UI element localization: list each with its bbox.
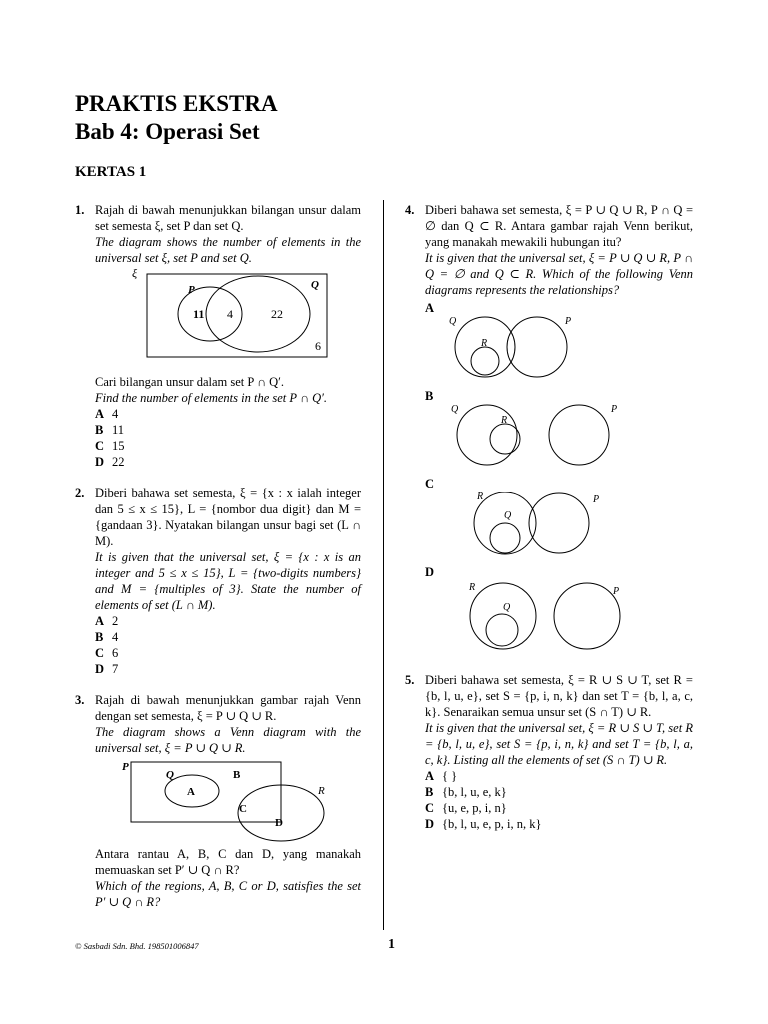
region-p-only-count: 11 — [193, 307, 205, 321]
other-circle — [529, 493, 589, 553]
region-q-only-count: 22 — [271, 307, 283, 321]
answer-options — [425, 768, 693, 832]
choice-b-label[interactable]: B — [425, 389, 434, 403]
other-set-label: P — [611, 404, 618, 415]
venn-choice-b[interactable] — [425, 404, 713, 468]
region-outside-count: 6 — [315, 339, 321, 353]
question-text-ms: Rajah di bawah menunjukkan gambar rajah Venn dengan set semesta, ξ = P ∪ Q ∪ R. — [95, 693, 361, 723]
option-c[interactable]: C 6 — [95, 646, 119, 660]
question-ask-ms: Cari bilangan unsur dalam set P ∩ Q′. — [95, 375, 285, 389]
set-q-label: Q — [311, 279, 319, 291]
question-text-ms: Rajah di bawah menunjukkan bilangan unsur dalam set semesta ξ, set P dan set Q. — [95, 203, 361, 233]
question-number: 1. — [75, 203, 85, 217]
question-text-en: It is given that the universal set, ξ = {x : x is an integer and 5 ≤ x ≤ 15}, L = {two-digits numbers} and M = {multiples of 3}. State the number of elements of set (L ∩ M). — [95, 550, 361, 612]
question-text-en: It is given that the universal set, ξ = P ∪ Q ∪ R, P ∩ Q = ∅ and Q ⊂ R. Which of the following Venn diagrams represents the relationships? — [425, 251, 693, 297]
option-b[interactable]: B 4 — [95, 630, 119, 644]
venn-diagram-q3 — [95, 756, 381, 846]
question-text-en: It is given that the universal set, ξ = R ∪ S ∪ T, set R = {b, l, u, e}, set S = {p, i, n, k} and set T = {b, l, a, c, k}. Listing all the elements of set (S ∩ T) ∪ R. — [425, 721, 693, 767]
question-4 — [405, 202, 693, 652]
page-title: PRAKTIS EKSTRA — [75, 91, 278, 116]
region-a-label: A — [187, 786, 195, 798]
question-3 — [75, 692, 361, 910]
option-d[interactable]: D 7 — [95, 662, 119, 676]
region-intersection-count: 4 — [227, 307, 233, 321]
option-b[interactable]: B 11 — [95, 423, 125, 437]
question-ask-ms: Antara rantau A, B, C dan D, yang manakah memuaskan set P′ ∪ Q ∩ R? — [95, 847, 361, 877]
question-text-ms: Diberi bahawa set semesta, ξ = {x : x ialah integer dan 5 ≤ x ≤ 15}, L = {nombor dua digit} dan M = {gandaan 3}. Nyatakan bilangan unsur bagi set (L ∩ M). — [95, 486, 361, 548]
region-c-label: C — [239, 803, 247, 815]
option-c[interactable]: C {u, e, p, i, n} — [425, 801, 507, 815]
inner-set-label: R — [501, 415, 508, 426]
section-heading: KERTAS 1 — [75, 164, 147, 180]
choice-c-label[interactable]: C — [425, 477, 435, 491]
answer-options — [95, 613, 361, 677]
inner-set-label: R — [481, 338, 488, 349]
universal-set-rect — [147, 274, 327, 357]
question-1 — [75, 202, 361, 470]
question-ask-en: Which of the regions, A, B, C or D, satisfies the set P′ ∪ Q ∩ R? — [95, 879, 361, 909]
question-number: 5. — [405, 673, 415, 687]
outer-set-label: Q — [451, 404, 459, 415]
other-circle — [549, 405, 609, 465]
question-text-en: The diagram shows a Venn diagram with the universal set, ξ = P ∪ Q ∪ R. — [95, 725, 361, 755]
option-a[interactable]: A 2 — [95, 614, 119, 628]
inner-circle — [490, 523, 520, 553]
venn-choice-c[interactable] — [425, 492, 713, 556]
outer-circle — [470, 583, 536, 649]
other-set-label: P — [565, 316, 572, 327]
left-column — [75, 202, 361, 910]
other-circle — [554, 583, 620, 649]
question-number: 4. — [405, 203, 415, 217]
outer-circle — [457, 405, 517, 465]
set-r-label: R — [318, 785, 325, 797]
option-a[interactable]: A { } — [425, 769, 458, 783]
question-2 — [75, 485, 361, 677]
question-number: 2. — [75, 486, 85, 500]
option-a[interactable]: A 4 — [95, 407, 119, 421]
question-text-en: The diagram shows the number of elements in the universal set ξ, set P and set Q. — [95, 235, 361, 265]
option-d[interactable]: D {b, l, u, e, p, i, n, k} — [425, 817, 542, 831]
question-text-ms: Diberi bahawa set semesta, ξ = P ∪ Q ∪ R, P ∩ Q = ∅ dan Q ⊂ R. Antara gambar rajah Venn berikut, yang manakah mewakili hubungan itu? — [425, 203, 693, 249]
set-p-rect — [131, 762, 281, 822]
venn-choice-d[interactable] — [425, 580, 713, 652]
option-b[interactable]: B {b, l, u, e, k} — [425, 785, 507, 799]
choice-d-label[interactable]: D — [425, 565, 435, 579]
answer-options — [95, 406, 361, 470]
other-circle — [507, 317, 567, 377]
option-c[interactable]: C 15 — [95, 439, 125, 453]
set-p-label: P — [122, 761, 129, 773]
inner-circle — [490, 424, 520, 454]
question-number: 3. — [75, 693, 85, 707]
chapter-subtitle: Bab 4: Operasi Set — [75, 119, 260, 144]
other-set-label: P — [593, 494, 600, 505]
question-text-ms: Diberi bahawa set semesta, ξ = R ∪ S ∪ T, set R = {b, l, u, e}, set S = {p, i, n, k} dan set T = {b, l, a, c, k}. Senaraikan semua unsur set (S ∩ T) ∪ R. — [425, 673, 693, 719]
column-divider — [383, 200, 384, 930]
inner-set-label: Q — [504, 510, 512, 521]
set-p-label: P — [188, 284, 195, 296]
outer-set-label: Q — [449, 316, 457, 327]
set-q-label: Q — [166, 769, 174, 781]
inner-set-label: Q — [503, 602, 511, 613]
outer-set-label: R — [477, 492, 484, 502]
inner-circle — [471, 347, 499, 375]
option-d[interactable]: D 22 — [95, 455, 125, 469]
venn-choice-a[interactable] — [425, 316, 713, 380]
outer-set-label: R — [469, 582, 476, 593]
question-ask-en: Find the number of elements in the set P ∩ Q′. — [95, 391, 327, 405]
region-b-label: B — [233, 769, 241, 781]
other-set-label: P — [613, 586, 620, 597]
region-d-label: D — [275, 817, 283, 829]
choice-a-label[interactable]: A — [425, 301, 435, 315]
venn-diagram-q1 — [95, 266, 381, 374]
inner-circle — [486, 614, 518, 646]
question-5 — [405, 672, 693, 832]
page-number: 1 — [388, 937, 395, 952]
copyright-notice: © Sasbadi Sdn. Bhd. 198501006847 — [75, 941, 199, 951]
set-q-circle — [206, 276, 310, 352]
right-column — [405, 202, 693, 832]
universal-set-label: ξ — [132, 266, 138, 280]
